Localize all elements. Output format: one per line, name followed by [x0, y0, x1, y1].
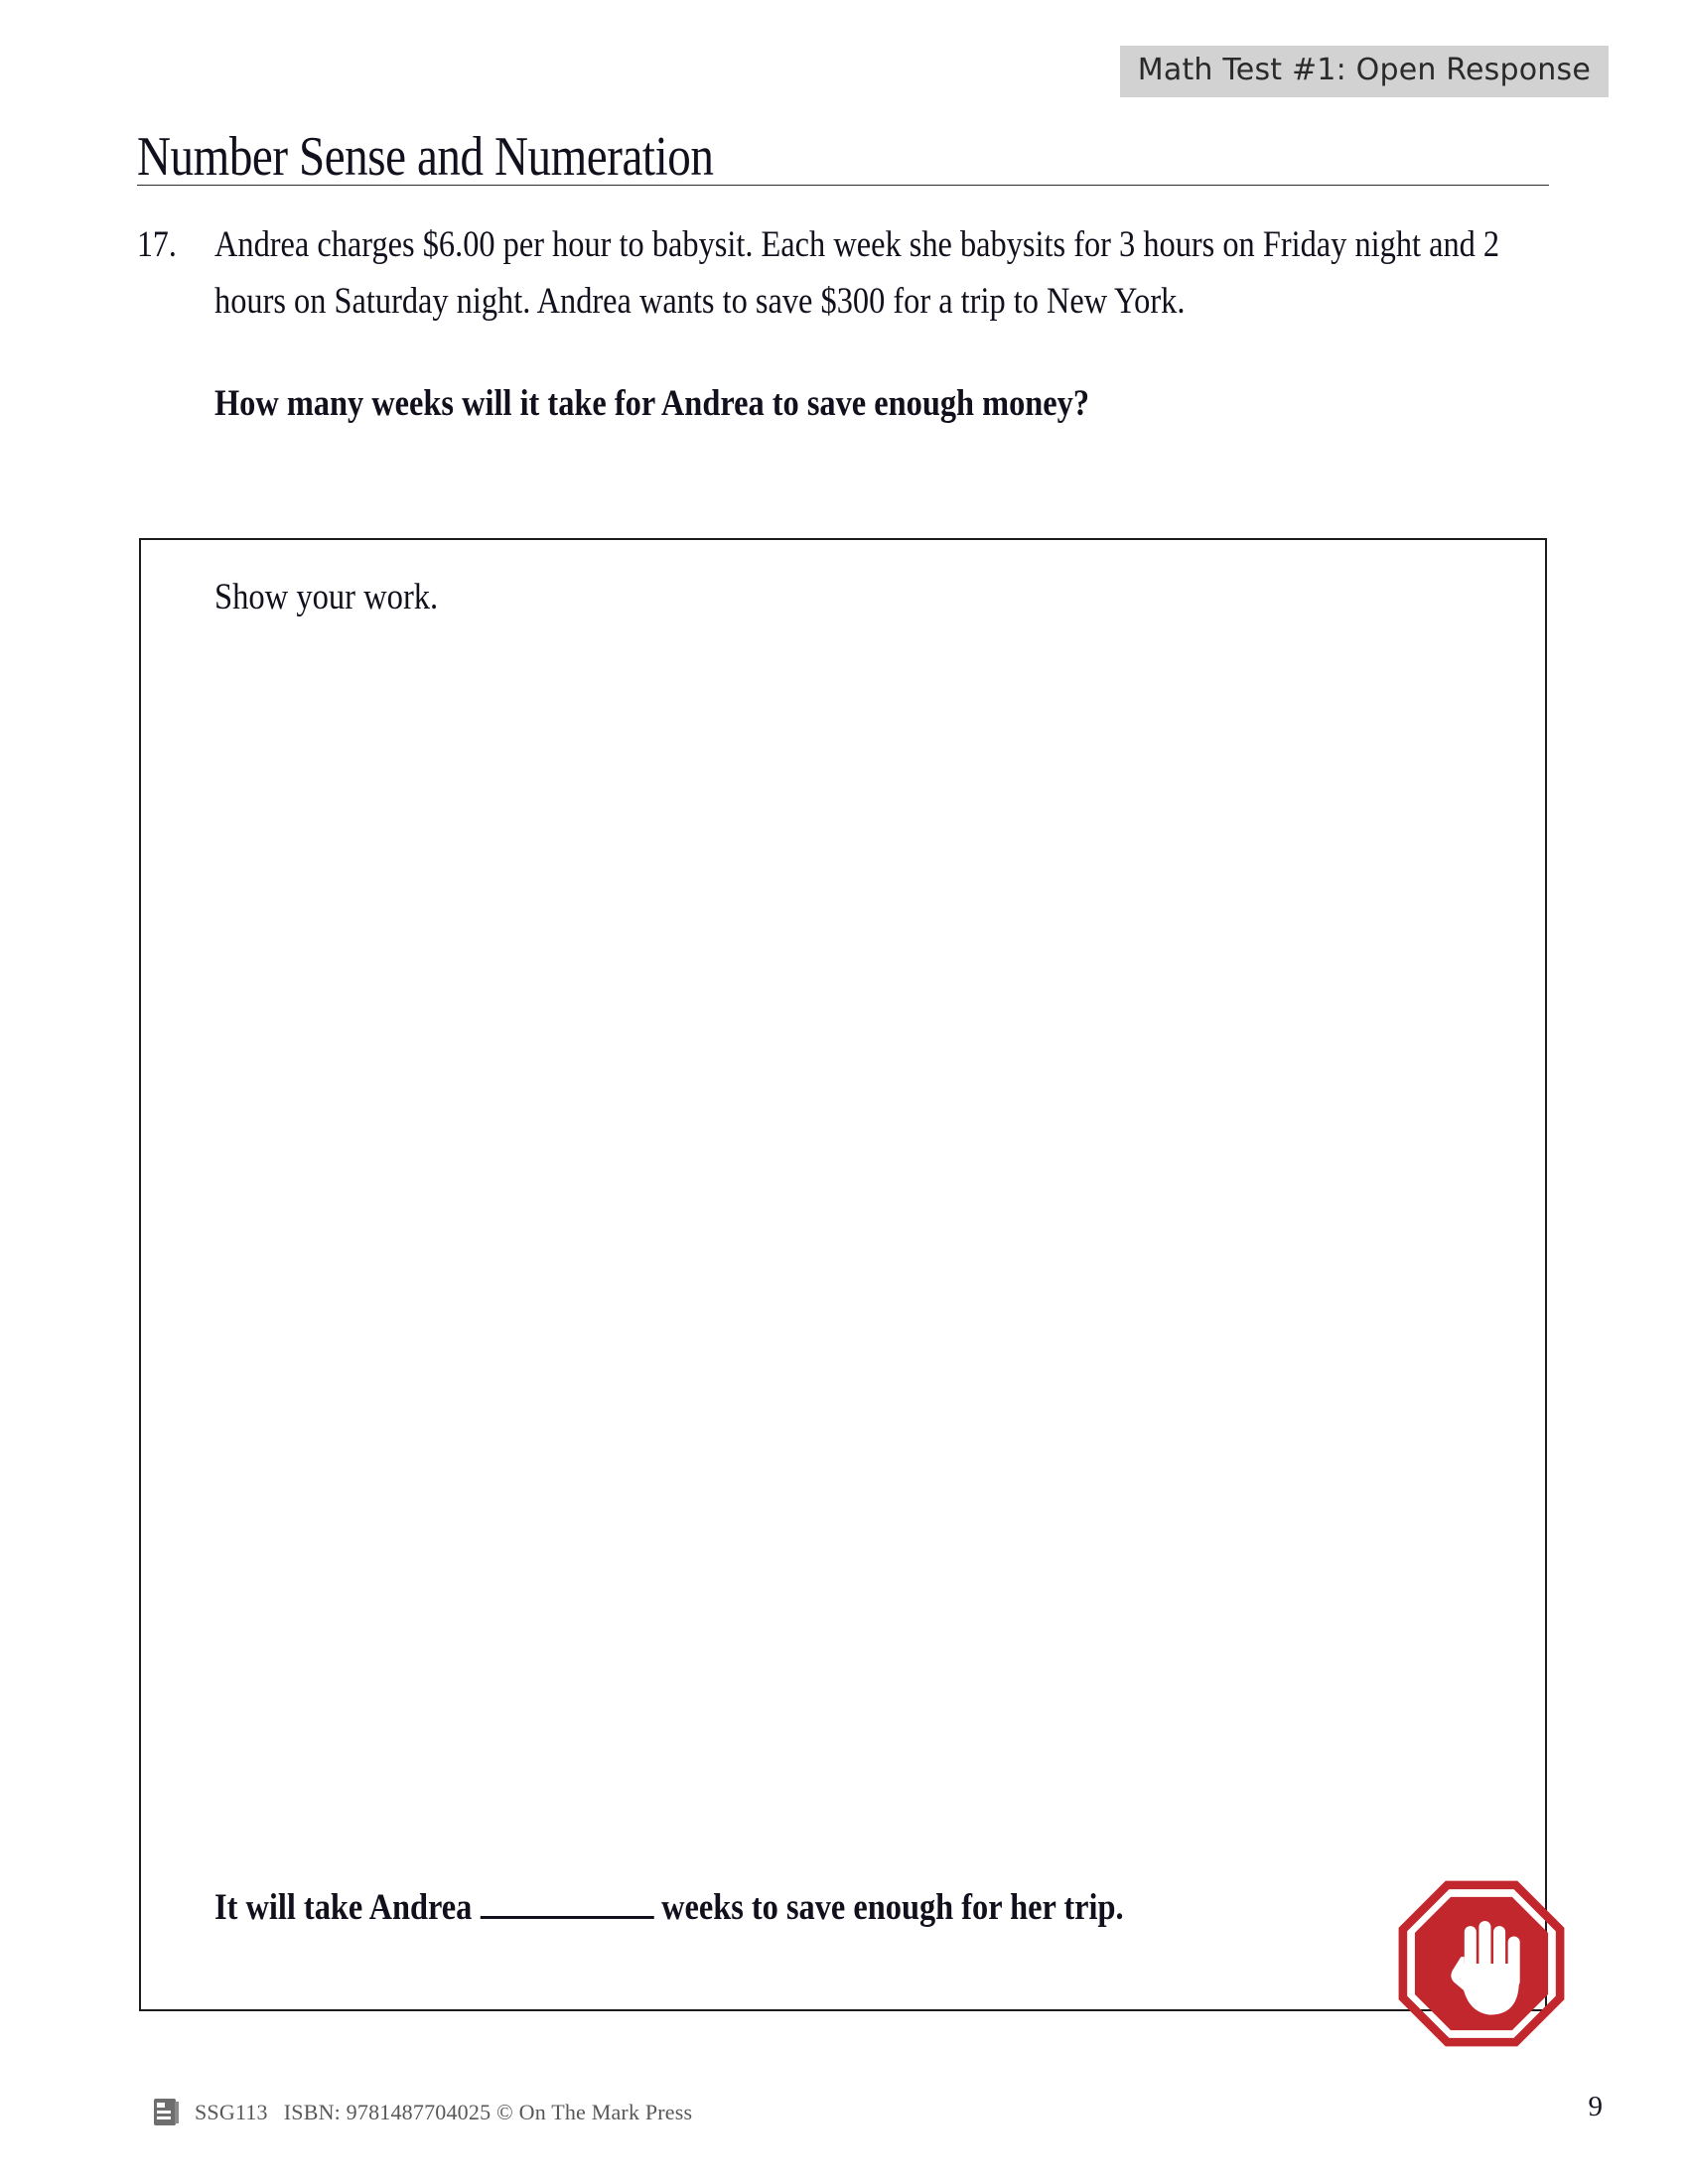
answer-sentence: [214, 1878, 1240, 1938]
book-icon: [151, 2097, 181, 2128]
title-divider: [137, 185, 1549, 186]
page-number: 9: [1588, 2091, 1603, 2122]
answer-work-area[interactable]: [139, 538, 1547, 2011]
footer-isbn: ISBN: 9781487704025 © On The Mark Press: [283, 2100, 693, 2124]
footer-text: [195, 2102, 692, 2123]
answer-blank-input[interactable]: [481, 1890, 654, 1919]
footer: [151, 2097, 692, 2128]
show-your-work-label: Show your work.: [214, 577, 439, 617]
stop-hand-icon: [1396, 1878, 1567, 2049]
question-number: 17.: [137, 224, 177, 265]
question-body: [214, 216, 1552, 432]
answer-sentence-suffix: weeks to save enough for her trip.: [661, 1887, 1124, 1928]
footer-product-code: SSG113: [195, 2100, 268, 2124]
question-block: [137, 216, 1552, 432]
question-text: Andrea charges $6.00 per hour to babysit. Each week she babysits for 3 hours on Friday night and 2 hours on Saturday night. Andrea wants to save $300 for a trip to New York.: [214, 224, 1500, 322]
test-type-banner: Math Test #1: Open Response: [1120, 46, 1609, 97]
answer-sentence-prefix: It will take Andrea: [214, 1887, 473, 1928]
page-title: Number Sense and Numeration: [137, 125, 714, 188]
question-prompt: How many weeks will it take for Andrea to save enough money?: [214, 383, 1090, 424]
